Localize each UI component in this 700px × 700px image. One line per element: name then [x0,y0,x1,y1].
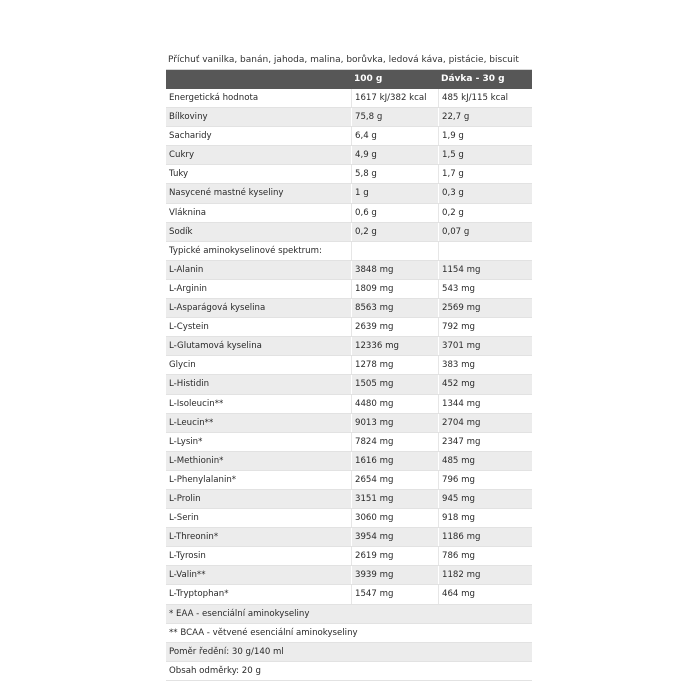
cell-per-100g: 3954 mg [351,528,438,546]
cell-per-serving: 1,9 g [438,127,532,145]
table-row [166,261,532,280]
cell-name: L-Arginin [169,283,207,294]
note-text: Obsah odměrky: 20 g [169,665,261,676]
cell-name: Cukry [169,150,195,161]
note-row [166,662,532,681]
cell-name: L-Serin [169,513,199,524]
cell-per-serving: 1154 mg [438,261,532,279]
cell-per-serving: 1344 mg [438,395,532,413]
cell-per-100g: 1617 kJ/382 kcal [351,89,438,107]
cell-per-100g: 3848 mg [351,261,438,279]
cell-name: Glycin [169,360,196,371]
cell-per-100g: 6,4 g [351,127,438,145]
cell-name: L-Asparágová kyselina [169,303,266,314]
cell-name: L-Tyrosin [169,551,206,562]
cell-per-100g: 1 g [351,184,438,202]
cell-per-serving: 0,07 g [438,223,532,241]
note-row [166,643,532,662]
table-row [166,433,532,452]
cell-per-100g: 3939 mg [351,566,438,584]
cell-per-100g: 9013 mg [351,414,438,432]
cell-name: L-Histidin [169,379,210,390]
cell-per-100g [351,242,438,260]
cell-per-100g: 7824 mg [351,433,438,451]
cell-name: L-Tryptophan* [169,589,229,600]
cell-name: Vláknina [169,207,207,218]
cell-per-serving [438,242,532,260]
table-row [166,204,532,223]
cell-name: L-Alanin [169,264,204,275]
cell-name: Tuky [169,169,189,180]
header-col-100g: 100 g [354,74,383,84]
table-row [166,127,532,146]
table-row [166,165,532,184]
cell-per-100g: 2619 mg [351,547,438,565]
cell-per-serving: 786 mg [438,547,532,565]
nutrition-table [166,51,532,681]
table-row [166,299,532,318]
table-row [166,452,532,471]
cell-per-serving: 792 mg [438,318,532,336]
cell-per-100g: 4480 mg [351,395,438,413]
table-row [166,108,532,127]
cell-per-serving: 2569 mg [438,299,532,317]
cell-per-serving: 485 mg [438,452,532,470]
table-row [166,184,532,203]
cell-per-serving: 2347 mg [438,433,532,451]
cell-per-100g: 2654 mg [351,471,438,489]
table-row [166,89,532,108]
table-row [166,356,532,375]
cell-name: L-Threonin* [169,532,219,543]
cell-per-100g: 1505 mg [351,375,438,393]
cell-per-100g: 3060 mg [351,509,438,527]
cell-name: L-Prolin [169,493,201,504]
cell-per-100g: 1809 mg [351,280,438,298]
header-col-name [166,70,351,89]
table-header [166,70,532,89]
note-row [166,605,532,624]
cell-per-100g: 75,8 g [351,108,438,126]
cell-name: Energetická hodnota [169,93,259,103]
cell-name: L-Valin** [169,570,206,581]
note-text: ** BCAA - větvené esenciální aminokyseliny [169,627,358,638]
note-row [166,624,532,643]
cell-per-100g: 5,8 g [351,165,438,183]
flavor-line: Příchuť vanilka, banán, jahoda, malina, borůvka, ledová káva, pistácie, biscuit [166,51,532,70]
cell-per-100g: 2639 mg [351,318,438,336]
cell-name: Sodík [169,226,193,237]
cell-name: L-Glutamová kyselina [169,341,262,352]
cell-name: L-Leucin** [169,417,214,428]
table-row [166,585,532,604]
cell-per-serving: 2704 mg [438,414,532,432]
table-row [166,490,532,509]
cell-per-serving: 3701 mg [438,337,532,355]
cell-name: Nasycené mastné kyseliny [169,188,284,199]
note-text: Poměr ředění: 30 g/140 ml [169,646,284,657]
cell-name: L-Lysin* [169,436,203,447]
cell-per-serving: 543 mg [438,280,532,298]
table-row [166,242,532,261]
table-row [166,337,532,356]
cell-per-serving: 0,2 g [438,204,532,222]
table-row [166,395,532,414]
table-row [166,318,532,337]
table-row [166,223,532,242]
table-row [166,566,532,585]
cell-per-serving: 485 kJ/115 kcal [438,89,532,107]
cell-per-serving: 1,7 g [438,165,532,183]
table-row [166,375,532,394]
cell-per-serving: 1186 mg [438,528,532,546]
table-row [166,547,532,566]
cell-per-serving: 945 mg [438,490,532,508]
cell-name: Bílkoviny [169,112,208,123]
table-row [166,414,532,433]
cell-per-100g: 8563 mg [351,299,438,317]
cell-per-serving: 1,5 g [438,146,532,164]
cell-per-100g: 1616 mg [351,452,438,470]
table-row [166,528,532,547]
cell-per-100g: 4,9 g [351,146,438,164]
cell-name: L-Methionin* [169,455,224,466]
cell-per-100g: 0,6 g [351,204,438,222]
cell-name: Sacharidy [169,131,212,142]
table-row [166,471,532,490]
cell-per-serving: 1182 mg [438,566,532,584]
cell-per-100g: 12336 mg [351,337,438,355]
header-col-serving: Dávka - 30 g [441,74,505,84]
cell-per-serving: 796 mg [438,471,532,489]
cell-per-serving: 464 mg [438,585,532,603]
cell-per-100g: 3151 mg [351,490,438,508]
cell-name: L-Isoleucin** [169,398,224,409]
note-text: * EAA - esenciální aminokyseliny [169,608,310,619]
cell-per-serving: 918 mg [438,509,532,527]
table-row [166,280,532,299]
cell-per-serving: 0,3 g [438,184,532,202]
cell-per-100g: 1278 mg [351,356,438,374]
cell-name: L-Phenylalanin* [169,474,237,485]
cell-name: Typické aminokyselinové spektrum: [169,245,322,256]
table-row [166,509,532,528]
cell-per-100g: 1547 mg [351,585,438,603]
table-row [166,146,532,165]
cell-per-100g: 0,2 g [351,223,438,241]
cell-per-serving: 383 mg [438,356,532,374]
cell-per-serving: 22,7 g [438,108,532,126]
cell-per-serving: 452 mg [438,375,532,393]
cell-name: L-Cystein [169,322,209,333]
table-body [166,89,532,681]
